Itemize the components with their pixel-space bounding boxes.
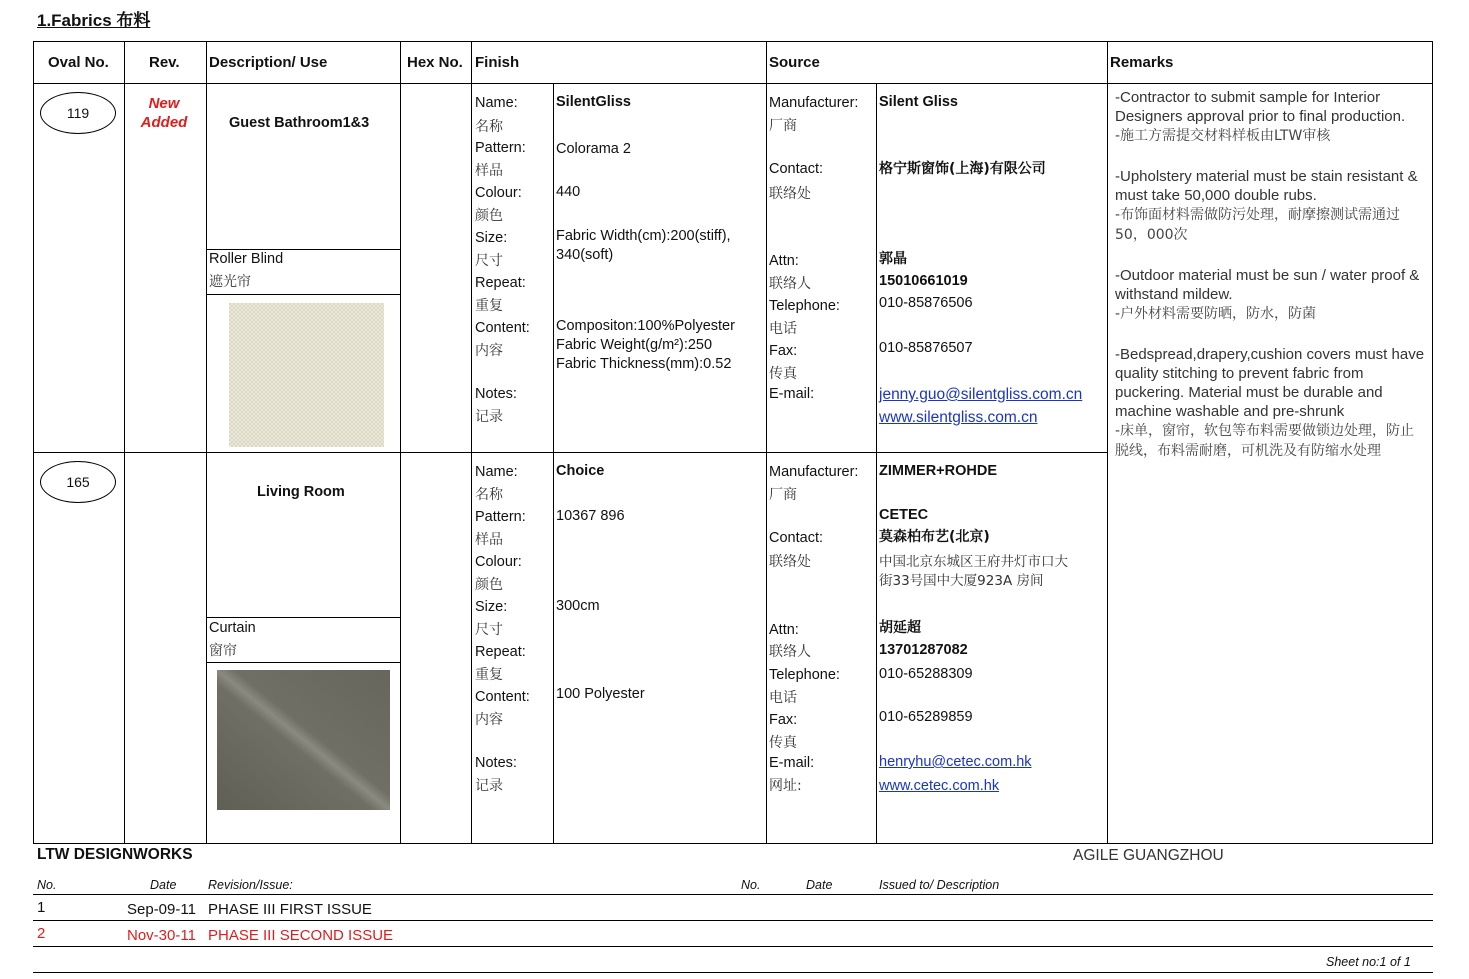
finish-pattern: Colorama 2 <box>556 141 631 157</box>
source-mobile: 13701287082 <box>879 642 968 658</box>
fabric-swatch-image <box>229 303 384 447</box>
finish-weight: Fabric Weight(g/m²):250 <box>556 337 713 353</box>
oval-number: 119 <box>40 92 116 134</box>
source-contact-en: CETEC <box>879 507 929 523</box>
source-email-link[interactable]: henryhu@cetec.com.hk <box>879 754 1032 770</box>
header-oval-no: Oval No. <box>48 54 109 71</box>
finish-content: 100 Polyester <box>556 686 645 702</box>
source-manufacturer: ZIMMER+ROHDE <box>879 463 998 479</box>
remarks-block <box>1115 88 1427 482</box>
source-attn: 胡延超 <box>879 620 921 636</box>
use-label: Curtain <box>209 620 256 636</box>
source-website-link[interactable]: www.silentgliss.com.cn <box>879 409 1038 426</box>
footer-col-issued: Issued to/ Description <box>879 878 1000 892</box>
source-fax: 010-85876507 <box>879 340 973 356</box>
finish-size-2: 340(soft) <box>556 247 614 263</box>
source-email-link[interactable]: jenny.guo@silentgliss.com.cn <box>879 386 1083 403</box>
footer-col-date: Date <box>150 878 177 892</box>
source-fax: 010-65289859 <box>879 709 973 725</box>
finish-name: SilentGliss <box>556 94 631 110</box>
header-hex-no: Hex No. <box>407 54 463 71</box>
finish-thickness: Fabric Thickness(mm):0.52 <box>556 356 732 372</box>
source-contact: 莫森柏布艺(北京) <box>879 529 990 545</box>
revision-badge: New Added <box>140 95 188 131</box>
client-name: AGILE GUANGZHOU <box>1073 847 1224 864</box>
finish-name: Choice <box>556 463 605 479</box>
source-attn: 郭晶 <box>879 251 907 267</box>
footer-col-no: No. <box>37 878 57 892</box>
source-mobile: 15010661019 <box>879 273 968 289</box>
source-address-2: 街33号国中大厦923A 房间 <box>879 573 1044 589</box>
source-contact: 格宁斯窗饰(上海)有限公司 <box>879 161 1046 177</box>
header-rev: Rev. <box>149 54 180 71</box>
footer-col-no-2: No. <box>741 878 761 892</box>
use-label: Roller Blind <box>209 251 284 267</box>
oval-number: 165 <box>40 461 116 503</box>
company-name: LTW DESIGNWORKS <box>37 846 193 863</box>
sheet-number: Sheet no:1 of 1 <box>1326 955 1411 969</box>
header-remarks: Remarks <box>1110 54 1174 71</box>
footer-col-date-2: Date <box>806 878 833 892</box>
use-label-cn: 遮光帘 <box>209 274 251 290</box>
remark-item: -Bedspread,drapery,cushion covers must have quality stitching to prevent fabric from puckering. Material must be durable and machine washable and pre-shrunk -床单，窗帘，软包等布料需要做锁边处理，防止脱线，布料需耐磨，可机洗及有防缩水处理 <box>1115 346 1425 459</box>
use-label-cn: 窗帘 <box>209 643 237 659</box>
fabric-swatch-image <box>217 670 390 810</box>
source-telephone: 010-85876506 <box>879 295 973 311</box>
finish-size: 300cm <box>556 598 600 614</box>
finish-content: Compositon:100%Polyester <box>556 318 735 334</box>
remark-item: -Outdoor material must be sun / water proof & withstand mildew. -户外材料需要防晒，防水，防菌 <box>1115 267 1420 322</box>
finish-colour: 440 <box>556 184 581 200</box>
location-label: Guest Bathroom1&3 <box>229 115 370 131</box>
header-description: Description/ Use <box>209 54 328 71</box>
footer-col-revision: Revision/Issue: <box>208 878 293 892</box>
source-address: 中国北京东城区王府井灯市口大 <box>879 554 1068 570</box>
source-manufacturer: Silent Gliss <box>879 94 958 110</box>
header-source: Source <box>769 54 820 71</box>
page-title: 1.Fabrics 布料 <box>37 11 151 30</box>
finish-size: Fabric Width(cm):200(stiff), <box>556 228 731 244</box>
source-telephone: 010-65288309 <box>879 666 973 682</box>
source-website-link[interactable]: www.cetec.com.hk <box>879 778 1000 794</box>
location-label: Living Room <box>257 484 345 500</box>
remark-item: -Contractor to submit sample for Interior Designers approval prior to final production. -施工方需提交材料样板由LTW审核 <box>1115 89 1406 144</box>
header-finish: Finish <box>475 54 520 71</box>
remark-item: -Upholstery material must be stain resistant & must take 50,000 double rubs. -布饰面材料需做防污处理，耐摩擦测试需通过50，000次 <box>1115 168 1418 243</box>
finish-pattern: 10367 896 <box>556 508 625 524</box>
